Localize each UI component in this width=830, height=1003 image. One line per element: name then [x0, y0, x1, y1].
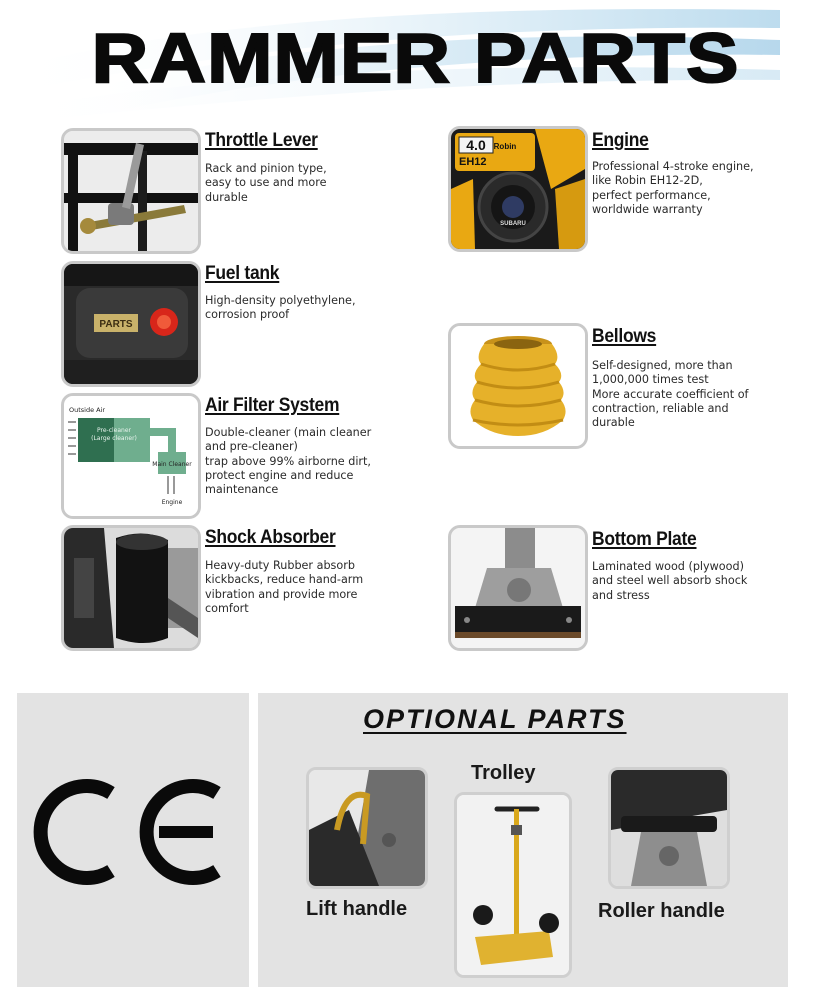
- engine-model-text: EH12: [459, 156, 487, 168]
- certification-panel: [17, 693, 249, 987]
- throttle-lever-description: Rack and pinion type, easy to use and more durable: [205, 162, 327, 204]
- bellows-description: Self-designed, more than 1,000,000 times test More accurate coefficient of contraction, reliable and durable: [592, 359, 749, 430]
- bottom-plate-description: Laminated wood (plywood) and steel well absorb shock and stress: [592, 560, 748, 602]
- roller-handle-label: Roller handle: [598, 900, 725, 922]
- engine-maker-text: SUBARU: [500, 221, 526, 227]
- diagram-main-cleaner: Main Cleaner: [152, 461, 192, 468]
- shock-absorber-title: Shock Absorber: [205, 527, 336, 548]
- bottom-plate-title: Bottom Plate: [592, 529, 697, 550]
- optional-parts-title: OPTIONAL PARTS: [363, 704, 627, 734]
- engine-title: Engine: [592, 130, 649, 151]
- diagram-engine: Engine: [161, 499, 183, 506]
- engine-description: Professional 4-stroke engine, like Robin EH12-2D, perfect performance, worldwide warranty: [592, 160, 754, 216]
- engine-photo: [448, 126, 588, 252]
- air-filter-title: Air Filter System: [205, 395, 340, 416]
- bottom-plate-photo: [448, 525, 588, 651]
- air-filter-description: Double-cleaner (main cleaner and pre-cleaner) trap above 99% airborne dirt, protect engine and reduce maintenance: [205, 426, 372, 497]
- trolley-label: Trolley: [471, 762, 536, 784]
- bellows-photo: [448, 323, 588, 449]
- page-title: RAMMER PARTS: [91, 19, 740, 97]
- fuel-tank-photo: [61, 261, 201, 387]
- diagram-pre-cleaner: Pre-cleaner: [97, 427, 131, 434]
- diagram-outside-air: Outside Air: [69, 406, 106, 414]
- fuel-tank-description: High-density polyethylene, corrosion proof: [205, 294, 356, 322]
- shock-absorber-description: Heavy-duty Rubber absorb kickbacks, reduce hand-arm vibration and provide more comfort: [205, 559, 364, 615]
- lift-handle-photo: [306, 767, 428, 889]
- fuel-tank-label: PARTS: [99, 319, 133, 330]
- part-air-filter: [61, 393, 391, 519]
- throttle-lever-photo: [61, 128, 201, 254]
- engine-brand-badge: Robin: [493, 142, 517, 151]
- throttle-lever-title: Throttle Lever: [205, 130, 318, 151]
- part-throttle-lever: [61, 128, 391, 254]
- part-shock-absorber: [61, 525, 391, 651]
- ce-mark-logo: [17, 693, 249, 987]
- part-bottom-plate: [448, 525, 778, 651]
- lift-handle-label: Lift handle: [306, 898, 408, 920]
- fuel-tank-title: Fuel tank: [205, 263, 280, 284]
- trolley-photo: [454, 792, 572, 978]
- engine-model-badge: 4.0: [466, 137, 486, 153]
- part-bellows: [448, 323, 778, 449]
- diagram-large-cleaner: (Large cleaner): [91, 435, 137, 442]
- shock-absorber-photo: [61, 525, 201, 651]
- part-engine: [448, 126, 778, 252]
- roller-handle-photo: [608, 767, 730, 889]
- air-filter-diagram: [61, 393, 201, 519]
- part-fuel-tank: [61, 261, 391, 387]
- bellows-title: Bellows: [592, 326, 657, 347]
